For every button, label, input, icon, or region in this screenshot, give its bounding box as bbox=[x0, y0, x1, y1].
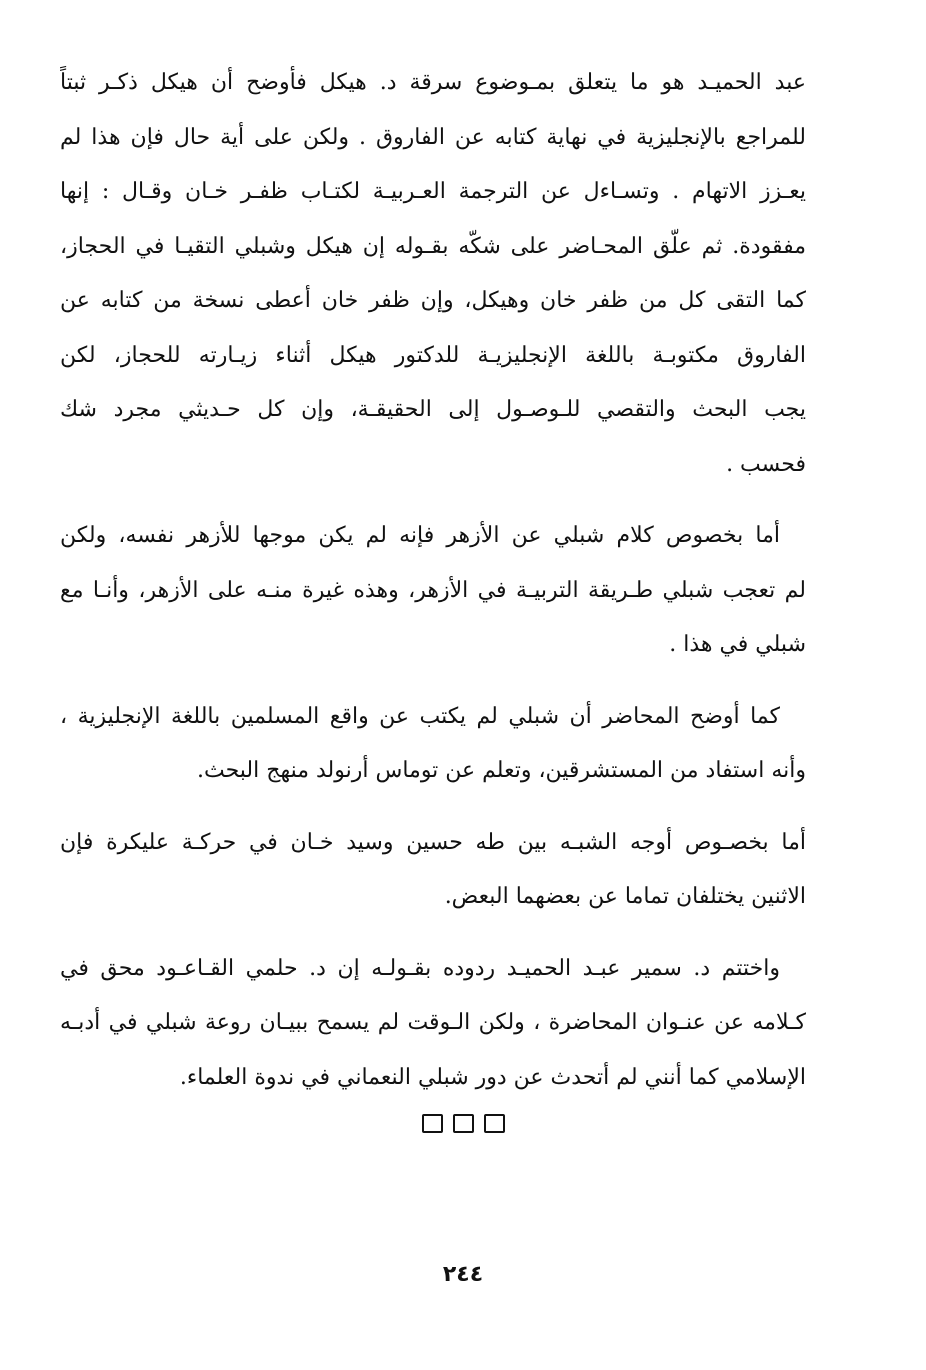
paragraph-5 bbox=[60, 942, 806, 1106]
text-line: لم تعجب شبلي طـريقة التربيـة في الأزهر، وهذه غيرة منـه على الأزهر، وأنـا مع bbox=[60, 577, 806, 603]
text-line: شبلي في هذا . bbox=[669, 632, 806, 657]
text-line: عبد الحميـد هو ما يتعلق بمـوضوع سرقة د. هيكل فأوضح أن هيكل ذكـر ثبتاً bbox=[60, 70, 806, 95]
text-line: أما بخصوص كلام شبلي عن الأزهر فإنه لم يكن موجها للأزهر نفسه، ولكن bbox=[60, 523, 780, 548]
text-line: الاثنين يختلفان تماما عن بعضهما البعض. bbox=[444, 884, 806, 909]
paragraph-1 bbox=[60, 56, 806, 492]
text-line: وأنه استفاد من المستشرقين، وتعلم عن توماس أرنولد منهج البحث. bbox=[197, 758, 806, 783]
square-icon bbox=[484, 1114, 505, 1133]
text-line: الفاروق مكتوبـة باللغة الإنجليزيـة للدكتور هيكل أثناء زيـارته للحجاز، لكن bbox=[60, 342, 806, 368]
paragraph-gap bbox=[60, 925, 806, 942]
paragraph-2 bbox=[60, 509, 806, 673]
paragraph-gap bbox=[60, 492, 806, 509]
body-text bbox=[60, 56, 806, 1105]
text-line: أما بخصـوص أوجه الشبـه بين طه حسين وسيد خـان في حركـة عليكرة فإن bbox=[60, 829, 806, 855]
text-line: يجب البحث والتقصي للـوصـول إلى الحقيقـة، وإن كل حـديثي مجرد شك bbox=[60, 397, 806, 422]
paragraph-4 bbox=[60, 816, 806, 925]
paragraph-gap bbox=[60, 799, 806, 816]
text-line: مفقودة. ثم علّق المحـاضر على شكّه بقـوله إن هيكل وشبلي التقيـا في الحجاز، bbox=[60, 233, 806, 259]
paragraph-gap bbox=[60, 673, 806, 690]
text-line: كـلامه عن عنـوان المحاضرة ، ولكن الـوقت لم يسمح ببيـان روعة شبلي في أدبـه bbox=[60, 1010, 806, 1035]
text-line: يعـزز الاتهام . وتسـاءل عن الترجمة العـربيـة لكتـاب ظفـر خـان وقـال : إنها bbox=[60, 179, 806, 204]
text-line: كما أوضح المحاضر أن شبلي لم يكتب عن واقع المسلمين باللغة الإنجليزية ، bbox=[60, 703, 780, 729]
section-separator bbox=[0, 1113, 926, 1133]
page-number: ٢٤٤ bbox=[442, 1262, 484, 1287]
square-icon bbox=[453, 1114, 474, 1133]
text-line: للمراجع بالإنجليزية في نهاية كتابه عن الفاروق . ولكن على أية حال فإن هذا لم bbox=[60, 124, 806, 150]
text-line: كما التقى كل من ظفر خان وهيكل، وإن ظفر خان أعطى نسخة من كتابه عن bbox=[60, 288, 806, 313]
text-line: واختتم د. سمير عبـد الحميـد ردوده بقـولـه إن د. حلمي القـاعـود محق في bbox=[60, 955, 780, 981]
square-icon bbox=[422, 1114, 443, 1133]
text-line: فحسب . bbox=[726, 451, 806, 477]
paragraph-3 bbox=[60, 690, 806, 799]
text-line: الإسلامي كما أنني لم أتحدث عن دور شبلي النعماني في ندوة العلماء. bbox=[179, 1064, 806, 1090]
